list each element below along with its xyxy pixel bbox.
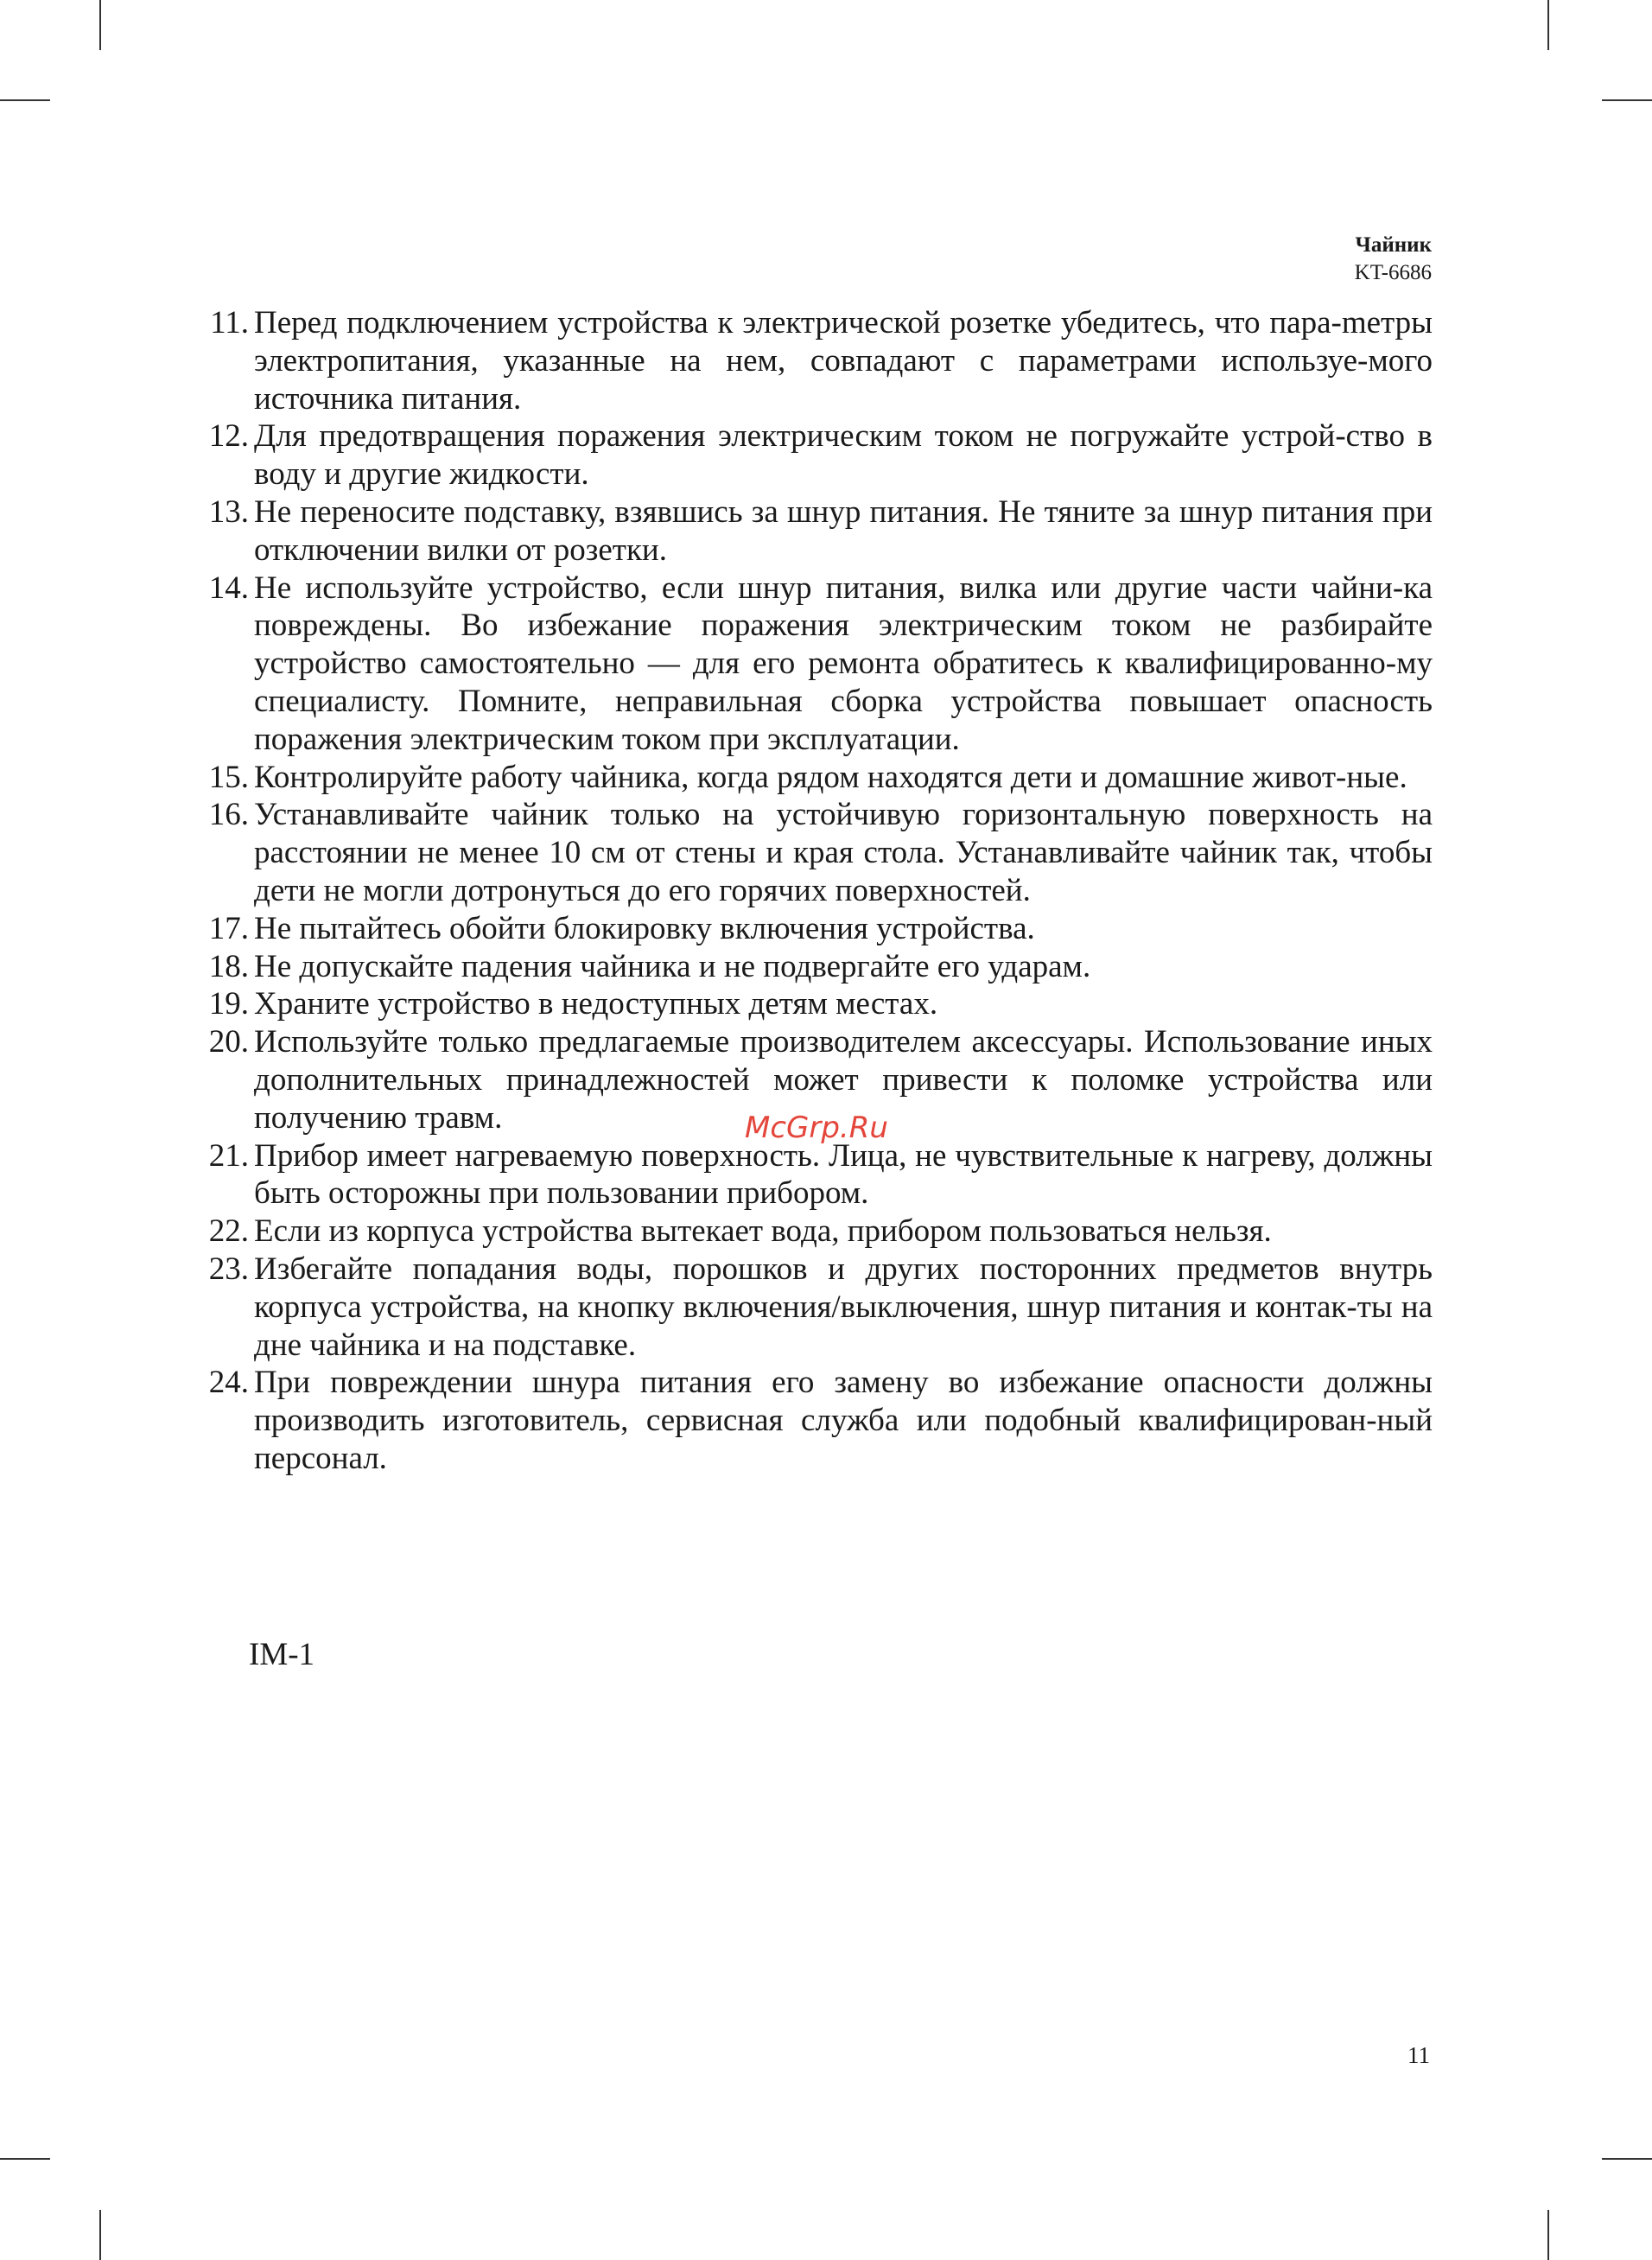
instruction-text: Устанавливайте чайник только на устойчивую горизонтальную поверхность на расстоянии не менее 10 см от стены и края стола. Устанавливайте чайник так, чтобы дети не могли дотронуться до его горячих поверхностей.: [254, 797, 1433, 908]
instruction-text: Прибор имеет нагреваемую поверхность. Лица, не чувствительные к нагреву, должны быть осторожны при пользовании прибором.: [254, 1137, 1433, 1212]
instruction-number: 16.: [208, 797, 249, 833]
crop-mark-bottom-right: [1547, 2210, 1549, 2260]
instruction-text: Если из корпуса устройства вытекает вода, прибором пользоваться нельзя.: [254, 1213, 1272, 1250]
document-code: IM-1: [249, 1637, 315, 1672]
instruction-number: 15.: [208, 759, 249, 795]
instruction-number: 23.: [208, 1251, 249, 1287]
instruction-text: Используйте только предлагаемые производителем аксессуары. Использование иных дополнительных принадлежностей может привести к поломке устройства или получению травм.: [254, 1024, 1433, 1136]
instruction-number: 21.: [208, 1137, 249, 1174]
instruction-number: 14.: [208, 570, 249, 606]
instruction-item: [192, 304, 1433, 417]
instruction-text: Не допускайте падения чайника и не подвергайте его ударам.: [254, 948, 1091, 984]
instruction-text: Не переносите подставку, взявшись за шнур питания. Не тяните за шнур питания при отключении вилки от розетки.: [254, 493, 1433, 568]
crop-mark-left-bottom: [0, 2158, 50, 2160]
instruction-item: [192, 570, 1433, 759]
crop-mark-top-left: [99, 0, 101, 50]
running-header: [1355, 232, 1432, 287]
instruction-item: [192, 796, 1433, 909]
instruction-number: 20.: [208, 1024, 249, 1060]
instruction-text: Храните устройство в недоступных детям местах.: [254, 986, 938, 1022]
safety-instructions-list: [192, 304, 1433, 1478]
instruction-item: [192, 948, 1433, 986]
instruction-number: 19.: [208, 986, 249, 1022]
product-title: Чайник: [1355, 233, 1432, 257]
crop-mark-right-bottom: [1602, 2158, 1652, 2160]
crop-mark-bottom-left: [99, 2210, 101, 2260]
instruction-item: [192, 985, 1433, 1023]
instruction-item: [192, 1137, 1433, 1213]
instruction-text: Контролируйте работу чайника, когда рядом находятся дети и домашние живот-ные.: [254, 759, 1407, 795]
instruction-item: [192, 759, 1433, 797]
instruction-item: [192, 493, 1433, 570]
crop-mark-top-right: [1547, 0, 1549, 50]
instruction-item: [192, 910, 1433, 948]
model-number: KT-6686: [1354, 261, 1432, 284]
instruction-number: 12.: [208, 418, 249, 455]
instruction-text: Избегайте попадания воды, порошков и других посторонних предметов внутрь корпуса устройства, на кнопку включения/выключения, шнур питания и контак-ты на дне чайника и на подставке.: [254, 1251, 1433, 1363]
watermark: McGrp.Ru: [745, 1111, 888, 1145]
crop-mark-right-top: [1602, 99, 1652, 101]
instruction-text: Для предотвращения поражения электрическим током не погружайте устрой-ство в воду и другие жидкости.: [254, 418, 1433, 493]
instruction-text: Перед подключением устройства к электрической розетке убедитесь, что пара-mетры электропитания, указанные на нем, совпадают с параметрами используе-мого источника питания.: [254, 305, 1433, 417]
crop-mark-left-top: [0, 99, 50, 101]
instruction-number: 22.: [208, 1213, 249, 1250]
instruction-text: Не пытайтесь обойти блокировку включения устройства.: [254, 910, 1035, 946]
instruction-text: Не используйте устройство, если шнур питания, вилка или другие части чайни-ка повреждены. Во избежание поражения электрическим током не разбирайте устройство самостоятельно — для его ремонта обратитесь к квалифицированно-му специалисту. Помните, неправильная сборка устройства повышает опасность поражения электрическим током при эксплуатации.: [254, 570, 1433, 757]
instruction-item: [192, 1213, 1433, 1251]
instruction-item: [192, 1251, 1433, 1364]
instruction-number: 13.: [208, 493, 249, 530]
instruction-number: 18.: [208, 948, 249, 984]
instruction-number: 24.: [208, 1365, 249, 1401]
instruction-number: 17.: [208, 910, 249, 946]
instruction-item: [192, 1364, 1433, 1477]
instruction-item: [192, 417, 1433, 493]
instruction-number: 11.: [210, 305, 249, 341]
page-number: 11: [1407, 2042, 1430, 2068]
instruction-text: При повреждении шнура питания его замену во избежание опасности должны производить изготовитель, сервисная служба или подобный квалифицирован-ный персонал.: [254, 1365, 1433, 1476]
